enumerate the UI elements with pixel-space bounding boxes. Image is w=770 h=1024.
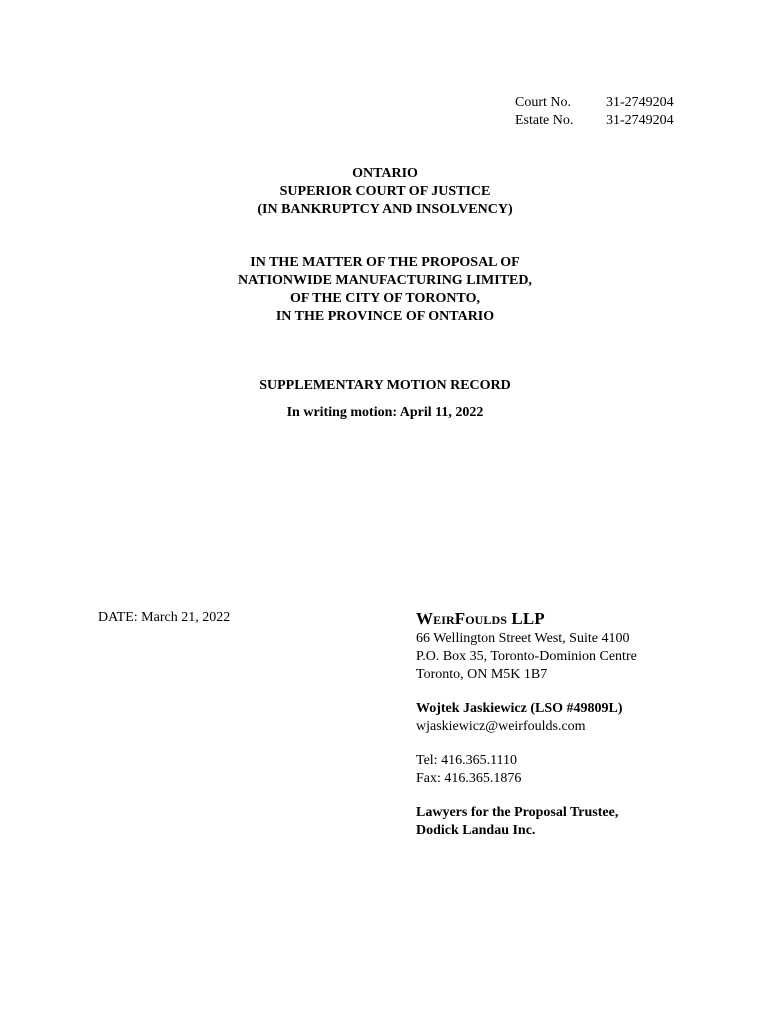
court-file-numbers (515, 94, 696, 130)
matter-line-4: IN THE PROVINCE OF ONTARIO (275, 309, 495, 324)
record-title-text: SUPPLEMENTARY MOTION RECORD (259, 378, 511, 393)
estate-no-row (515, 112, 696, 130)
firm-name: WeirFoulds LLP (416, 609, 545, 628)
court-no-label: Court No. (515, 95, 571, 110)
firm-fax: Fax: 416.365.1876 (416, 771, 522, 786)
firm-role-line-2: Dodick Landau Inc. (416, 823, 536, 838)
matter-line-2: NATIONWIDE MANUFACTURING LIMITED, (238, 273, 532, 288)
matter-line-3: OF THE CITY OF TORONTO, (290, 291, 480, 306)
court-no-row (515, 94, 696, 112)
firm-role-line-1: Lawyers for the Proposal Trustee, (416, 805, 619, 820)
motion-date-text: In writing motion: April 11, 2022 (286, 405, 484, 420)
spacer (416, 788, 746, 804)
estate-no-value: 31-2749204 (606, 113, 674, 128)
law-firm-block (416, 608, 746, 840)
lawyer-name: Wojtek Jaskiewicz (LSO #49809L) (416, 701, 623, 716)
spacer (416, 736, 746, 752)
court-caption (0, 165, 770, 219)
lawyer-email: wjaskiewicz@weirfoulds.com (416, 719, 586, 734)
document-title (0, 377, 770, 395)
estate-no-label: Estate No. (515, 113, 574, 128)
firm-telephone: Tel: 416.365.1110 (416, 753, 518, 768)
court-name: SUPERIOR COURT OF JUSTICE (279, 184, 491, 199)
firm-address-line-1: 66 Wellington Street West, Suite 4100 (416, 631, 630, 646)
court-jurisdiction: ONTARIO (352, 166, 418, 181)
motion-date-line (0, 404, 770, 422)
court-no-value: 31-2749204 (606, 95, 674, 110)
matter-caption (0, 254, 770, 326)
firm-address-line-3: Toronto, ON M5K 1B7 (416, 667, 548, 682)
firm-address-line-2: P.O. Box 35, Toronto-Dominion Centre (416, 649, 637, 664)
matter-line-1: IN THE MATTER OF THE PROPOSAL OF (250, 255, 520, 270)
spacer (416, 684, 746, 700)
document-date: DATE: March 21, 2022 (98, 610, 231, 625)
court-division: (IN BANKRUPTCY AND INSOLVENCY) (257, 202, 513, 217)
